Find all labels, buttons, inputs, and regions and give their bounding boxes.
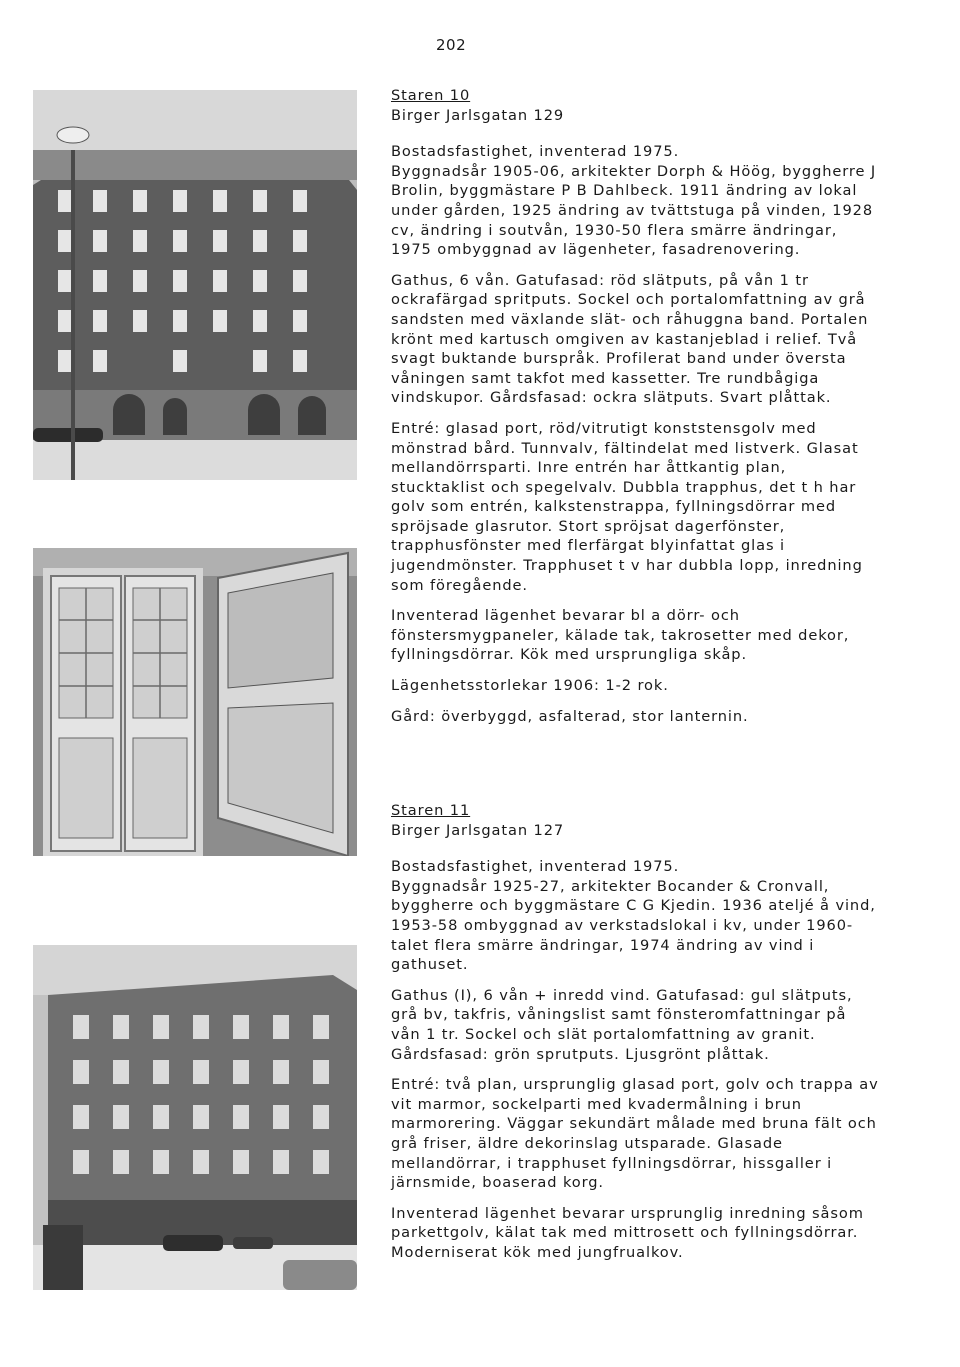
paragraph-apartment: Inventerad lägenhet bevarar bl a dörr- och fönstersmygpaneler, kälade tak, takrosetter med dekor, fyllningsdörrar. Kök med ursprungliga skåp. — [391, 607, 850, 664]
entry-address: Birger Jarlsgatan 127 — [391, 821, 565, 839]
paragraph-apartment-sizes: Lägenhetsstorlekar 1906: 1-2 rok. — [391, 677, 669, 695]
entrance-door-photo-staren-10 — [33, 548, 357, 856]
paragraph-history: Bostadsfastighet, inventerad 1975. Byggnadsår 1905-06, arkitekter Dorph & Höög, byggherre J Brolin, byggmästare P B Dahlbeck. 1911 ändring av lokal under gården, 1925 ändring av tvättstuga på vinden, 1928 cv, ändring i soutvån, 1930-50 flera smärre ändringar, 1975 ombyggnad av lägenheter, fasadrenovering. — [391, 143, 877, 259]
entry-title: Staren 11 — [391, 802, 471, 819]
paragraph-courtyard: Gård: överbyggd, asfalterad, stor lanternin. — [391, 707, 749, 725]
entry-heading — [391, 801, 881, 840]
entry-title: Staren 10 — [391, 87, 471, 104]
paragraph-entrance: Entré: två plan, ursprunglig glasad port, golv och trappa av vit marmor, sockelparti med kvadermålning i brun marmorering. Väggar sekundärt målade med bruna fält och grå friser, äldre dekorinslag utsparade. Glasade mellandörrar, i trapphuset fyllningsdörrar, hissgaller i järnsmide, boaserad korg. — [391, 1076, 879, 1192]
page-number: 202 — [436, 36, 467, 54]
paragraph-facade: Gathus, 6 vån. Gatufasad: röd slätputs, på vån 1 tr ockrafärgad spritputs. Sockel och portalomfattning av grå sandsten med växlande slät- och råhuggna band. Portalen krönt med kartusch omgiven av kastanjeblad i relief. Två svagt buktande burspråk. Profilerat band under översta våningen samt takfot med kassetter. Tre rundbågiga vindskupor. Gårdsfasad: ockra slätputs. Svart plåttak. — [391, 271, 869, 407]
entry-heading — [391, 86, 881, 125]
entry-staren-10 — [391, 86, 881, 726]
paragraph-facade: Gathus (I), 6 vån + inredd vind. Gatufasad: gul slätputs, grå bv, takfris, våningslist samt fönsteromfattningar på vån 1 tr. Sockel och slät portalomfattning av granit. Gårdsfasad: grön sprutputs. Ljusgrönt plåttak. — [391, 986, 853, 1063]
entry-address: Birger Jarlsgatan 129 — [391, 106, 565, 124]
facade-photo-staren-11 — [33, 945, 357, 1290]
paragraph-apartment: Inventerad lägenhet bevarar ursprunglig inredning såsom parkettgolv, kälat tak med mittrosett och fyllningsdörrar. Moderniserat kök med jungfrualkov. — [391, 1204, 864, 1261]
paragraph-history: Bostadsfastighet, inventerad 1975. Byggnadsår 1925-27, arkitekter Bocander & Cronvall, byggherre och byggmästare C G Kjedin. 1936 ateljé å vind, 1953-58 ombyggnad av verkstadslokal i kv, under 1960-talet flera smärre ändringar, 1974 ändring av vind i gathuset. — [391, 858, 876, 974]
facade-photo-staren-10 — [33, 90, 357, 480]
paragraph-entrance: Entré: glasad port, röd/vitrutigt konststensgolv med mönstrad bård. Tunnvalv, fältindelat med listverk. Glasat mellandörrsparti. Inre entrén har åttkantig plan, stucktaklist och spegelvalv. Dubbla trapphus, det t h har golv som entrén, kalkstenstrappa, fyllningsdörrar med spröjsade glasrutor. Stort spröjsat dagerfönster, trapphusfönster med flerfärgat blyinfattat glas i jugendmönster. Trapphuset t v har dubbla lopp, inredning som föregående. — [391, 419, 863, 594]
entry-staren-11 — [391, 801, 881, 1262]
